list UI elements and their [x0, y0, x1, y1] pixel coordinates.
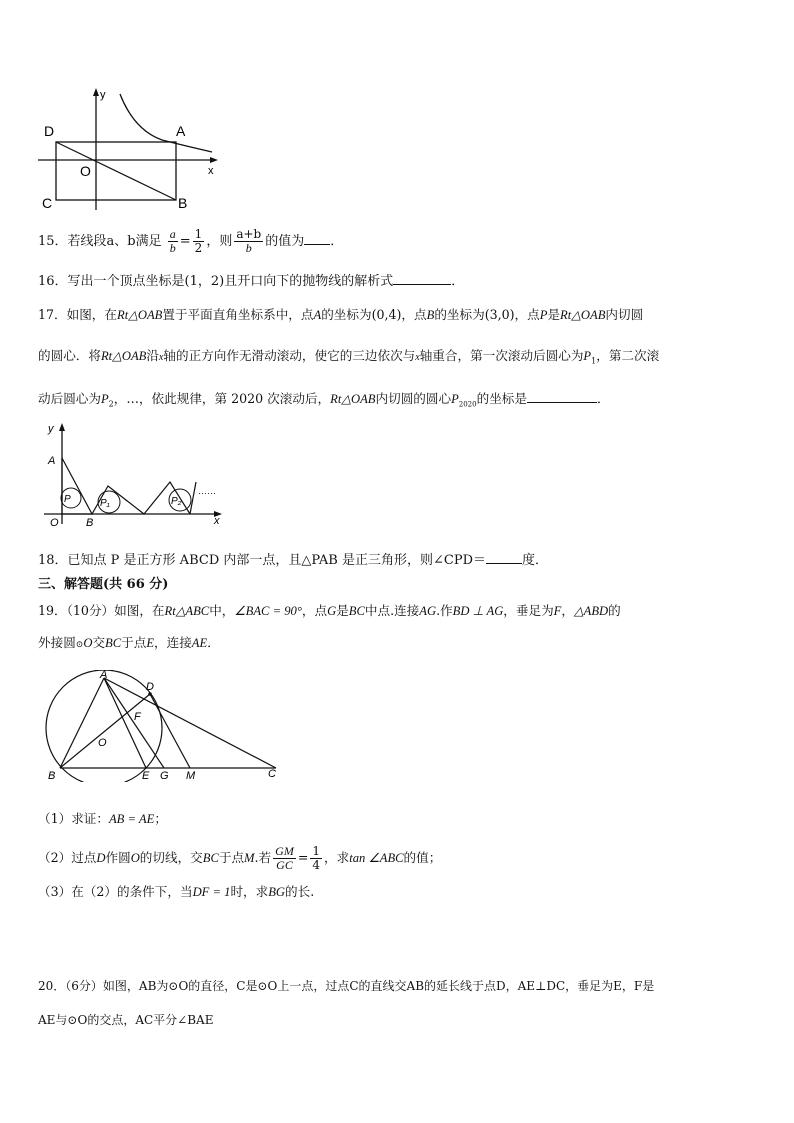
label-O: O [98, 737, 107, 749]
label-G: G [160, 770, 169, 782]
q19-fraction-1-4 [310, 845, 322, 872]
q15-fraction-ab-b [234, 228, 263, 255]
q19-G: G [327, 604, 337, 618]
label-O: O [50, 517, 59, 529]
q17-P1-sub: 1 [591, 356, 597, 366]
q17-point-B: B [426, 308, 435, 322]
hyperbola-curve [120, 94, 212, 152]
q15-end: ． [330, 234, 344, 249]
label-P2: P₂ [171, 496, 182, 507]
q15-fraction-a-b [168, 228, 178, 255]
q19-sub2-text: 作圆 [105, 850, 131, 865]
frac-den: b [245, 241, 252, 255]
q17-text: 17．如图，在 [38, 307, 117, 322]
label-B: B [86, 517, 94, 529]
q15-fraction-1-2 [193, 228, 205, 255]
q17-text: 沿 [146, 348, 159, 363]
q16-end: ． [451, 274, 465, 289]
q17-text: 内切圆的圆心 [375, 391, 452, 406]
question-19-sub-3 [38, 882, 314, 902]
q17-text: 的坐标为 [321, 307, 372, 322]
q19-AE: AE [191, 636, 208, 650]
q15-text: 的值为 [265, 234, 305, 249]
q18-answer-blank[interactable] [486, 549, 522, 564]
label-dots: …… [198, 486, 216, 496]
q17-P2-sub: 2 [108, 399, 114, 409]
q19-text: ，点 [301, 603, 328, 618]
question-17-line-1 [38, 305, 643, 325]
q19-F: F [553, 604, 562, 618]
q19-sub1-eq: AB = AE [108, 812, 155, 826]
frac-den: 4 [312, 858, 321, 872]
q17-end: ． [596, 391, 610, 406]
q17-text: 的坐标是 [476, 391, 527, 406]
q19-text: 19．（10分）如图，在 [38, 603, 165, 618]
q17-point-A: A [313, 308, 322, 322]
label-A: A [176, 123, 186, 139]
question-17-line-2 [38, 346, 659, 372]
q17-text: 轴重合，第一次滚动后圆心为 [419, 348, 584, 363]
q17-P2020-sub: 2020 [458, 400, 477, 409]
q17-text: 的圆心．将 [38, 348, 101, 363]
q15-answer-blank[interactable] [304, 230, 330, 245]
q17-text: ，点 [401, 307, 427, 322]
segment-AE [104, 678, 146, 768]
label-M: M [186, 770, 196, 782]
q16-answer-blank[interactable] [393, 270, 451, 285]
q19-text: 交 [92, 635, 106, 650]
figure-rectangle-hyperbola [36, 86, 226, 212]
y-axis-arrow-icon [59, 423, 65, 431]
q17-P2: P [100, 392, 109, 406]
label-B: B [178, 195, 188, 211]
label-B: B [48, 770, 56, 782]
label-x: x [214, 515, 220, 527]
label-D: D [44, 123, 55, 139]
q16-number: 16． [38, 274, 68, 289]
question-17-line-3 [38, 388, 610, 415]
q19-rt: Rt△ABC [164, 604, 210, 618]
q19-fraction-GM-GC [273, 845, 296, 872]
q17-text: ，…，依此规律，第 2020 次滚动后， [113, 391, 331, 406]
q19-sub3-text: 的长. [285, 884, 315, 899]
frac-den: b [169, 241, 176, 255]
question-19-sub-1 [38, 809, 167, 829]
q19-sub1-text: ； [154, 811, 167, 826]
segment-AC [104, 678, 276, 768]
q15-text: ，则 [206, 234, 233, 249]
q18-text: 18．已知点 P 是正方形 ABCD 内部一点，且△PAB 是正三角形，则∠CPD＝ [38, 553, 487, 568]
label-O: O [80, 163, 91, 179]
q19-sub3-text: 时，求 [230, 884, 269, 899]
label-P1: P₁ [100, 498, 110, 509]
label-P: P [64, 494, 71, 505]
label-A: A [48, 455, 56, 467]
q19-perp: BD ⊥ AG [452, 604, 504, 618]
q19-sub2-text: .若 [254, 850, 272, 865]
q19-D: D [96, 851, 106, 865]
q19-tri: △ABD [573, 604, 609, 618]
q19-AG: AG [419, 604, 437, 618]
q17-text: 的坐标为 [434, 307, 485, 322]
label-F: F [134, 711, 141, 723]
q19-text: ，连接 [154, 635, 192, 650]
q19-text: 是 [336, 603, 349, 618]
question-18 [38, 549, 548, 571]
q19-sub3-text: （3）在（2）的条件下，当 [38, 884, 193, 899]
q19-sub2-text: （2）过点 [38, 850, 97, 865]
q19-BC: BC [105, 636, 122, 650]
frac-num: GM [275, 844, 294, 858]
q19-text: ． [207, 635, 220, 650]
q19-text: 的 [608, 603, 621, 618]
q17-coord-B: (3,0) [484, 307, 515, 322]
figure-circle-triangle [40, 670, 290, 782]
question-15 [38, 228, 343, 255]
q18-text: 度． [522, 553, 549, 568]
q17-rt: Rt△OAB [100, 349, 147, 363]
question-19-line-2 [38, 633, 220, 655]
q19-O: O [83, 636, 93, 650]
q19-angle: ∠BAC = 90° [234, 604, 302, 618]
frac-num: a+b [236, 227, 262, 241]
q19-sub2-text: 于点 [218, 850, 245, 865]
segment-AG [104, 678, 164, 768]
q15-text: 若线段a、b满足 [67, 234, 162, 249]
q19-M: M [244, 851, 255, 865]
frac-num: a [169, 227, 176, 241]
label-y: y [100, 89, 106, 101]
q19-sub2-text: ，求 [324, 850, 350, 865]
label-C: C [42, 195, 53, 211]
q19-BG: BG [268, 885, 286, 899]
q17-text: 动后圆心为 [38, 391, 101, 406]
q19-text: ，垂足为 [503, 603, 554, 618]
q19-O: O [130, 851, 140, 865]
q17-coord-A: (0,4) [371, 307, 402, 322]
diagonal-DB [56, 142, 176, 200]
label-E: E [142, 770, 150, 782]
q15-number: 15． [38, 234, 68, 249]
frac-num: 1 [194, 227, 203, 241]
segment-AB [60, 678, 104, 768]
y-axis-arrow-icon [93, 88, 99, 96]
label-C: C [268, 768, 276, 780]
q17-text: ，第二次滚 [596, 348, 660, 363]
label-D: D [146, 681, 154, 693]
q19-eq: = [297, 850, 309, 865]
q17-P1: P [583, 349, 592, 363]
question-19-sub-2 [38, 845, 441, 872]
q19-text: 外接圆 [38, 635, 76, 650]
q17-text: 轴的正方向作无滑动滚动，使它的三边依次与 [163, 348, 416, 363]
frac-den: GC [276, 858, 293, 872]
q17-point-P: P [539, 308, 548, 322]
q19-sub1-text: （1）求证： [38, 811, 109, 826]
q17-text: 置于平面直角坐标系中，点 [162, 307, 314, 322]
frac-num: 1 [312, 844, 321, 858]
q19-text: .作 [436, 603, 453, 618]
x-axis-arrow-icon [210, 157, 218, 163]
label-y: y [48, 423, 54, 435]
question-16 [38, 270, 464, 292]
q17-x: x [415, 352, 420, 363]
q17-answer-blank[interactable] [527, 388, 597, 403]
q19-circle-symbol: ⊙ [75, 640, 84, 650]
q19-sub3-eq: DF = 1 [192, 885, 231, 899]
question-20-line-2: AE与⊙O的交点，AC平分∠BAE [38, 1013, 214, 1027]
q17-text: 内切圆 [605, 307, 644, 322]
q19-BC: BC [348, 604, 365, 618]
q19-E: E [146, 636, 155, 650]
label-A: A [100, 670, 108, 681]
q17-text: ，点 [514, 307, 540, 322]
q19-sub2-text: 的切线，交 [139, 850, 203, 865]
question-20-line-1: 20．（6分）如图，AB为⊙O的直径，C是⊙O上一点，过点C的直线交AB的延长线于点D，AE⊥DC，垂足为E，F是 [38, 979, 655, 993]
q19-text: 中点.连接 [364, 603, 420, 618]
segment-BD [60, 694, 150, 768]
q17-rt: Rt△OAB [560, 308, 606, 322]
frac-den: 2 [194, 241, 203, 255]
question-19-line-1 [38, 601, 621, 621]
q17-rt: Rt△OAB [330, 392, 376, 406]
label-x: x [208, 165, 214, 177]
q19-text: 中， [209, 603, 235, 618]
q15-eq: = [179, 234, 191, 249]
q17-x: x [158, 352, 164, 363]
q17-P2020: P [451, 392, 459, 406]
q19-sub2-text: 的值； [403, 850, 442, 865]
triangle-roll-2 [144, 482, 190, 514]
q19-text: 于点 [121, 635, 147, 650]
q19-BC: BC [202, 851, 219, 865]
q19-tan: tan ∠ABC [349, 851, 404, 865]
q19-text: ， [561, 603, 574, 618]
q16-text: 写出一个顶点坐标是(1，2)且开口向下的抛物线的解析式 [67, 274, 394, 289]
figure-rolling-triangle [40, 420, 230, 530]
q17-text: 是 [547, 307, 561, 322]
q17-rt: Rt△OAB [117, 308, 163, 322]
section-3-title: 三、解答题(共 66 分) [38, 577, 169, 592]
